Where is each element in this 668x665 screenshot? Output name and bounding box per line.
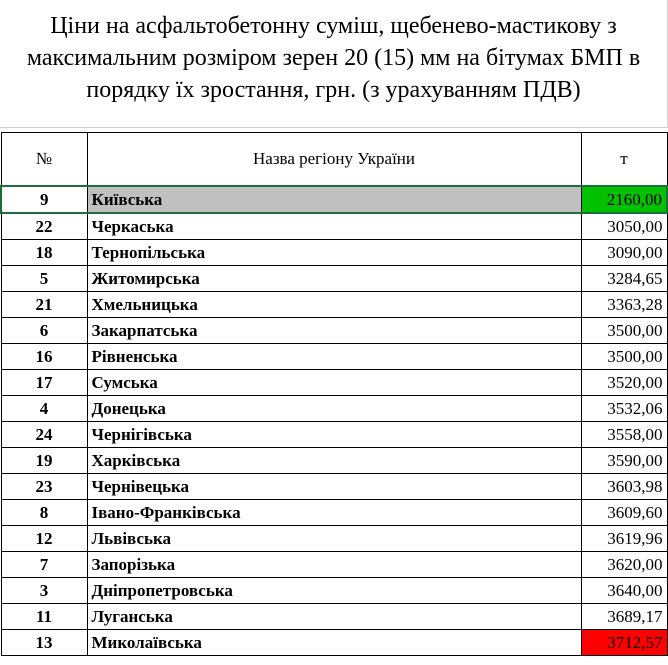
cell-num[interactable]: 8 <box>1 500 87 526</box>
cell-price[interactable]: 3619,96 <box>581 526 667 552</box>
header-num[interactable]: № <box>1 133 87 187</box>
cell-num[interactable]: 4 <box>1 396 87 422</box>
table-row <box>1 370 667 396</box>
table-row <box>1 604 667 630</box>
header-unit[interactable]: т <box>581 133 667 187</box>
cell-region[interactable]: Житомирська <box>87 266 581 292</box>
cell-num[interactable]: 24 <box>1 422 87 448</box>
table-row <box>1 552 667 578</box>
cell-num[interactable]: 23 <box>1 474 87 500</box>
cell-region[interactable]: Миколаївська <box>87 630 581 656</box>
cell-num[interactable]: 19 <box>1 448 87 474</box>
table-row <box>1 266 667 292</box>
cell-region[interactable]: Чернігівська <box>87 422 581 448</box>
cell-price[interactable]: 3532,06 <box>581 396 667 422</box>
table-title <box>0 0 668 128</box>
table-row <box>1 448 667 474</box>
cell-price[interactable]: 3689,17 <box>581 604 667 630</box>
cell-region[interactable]: Донецька <box>87 396 581 422</box>
cell-num[interactable]: 7 <box>1 552 87 578</box>
cell-price[interactable]: 3609,60 <box>581 500 667 526</box>
cell-num[interactable]: 22 <box>1 213 87 240</box>
table-row <box>1 474 667 500</box>
cell-region[interactable]: Дніпропетровська <box>87 578 581 604</box>
cell-region[interactable]: Львівська <box>87 526 581 552</box>
cell-price[interactable]: 3640,00 <box>581 578 667 604</box>
title-line-1: Ціни на асфальтобетонну суміш, щебенево-мастикову з <box>50 13 617 39</box>
header-row <box>1 133 667 187</box>
cell-region[interactable]: Закарпатська <box>87 318 581 344</box>
table-row <box>1 630 667 656</box>
cell-num[interactable]: 9 <box>1 186 87 213</box>
cell-num[interactable]: 18 <box>1 240 87 266</box>
cell-price[interactable]: 3050,00 <box>581 213 667 240</box>
table-row <box>1 526 667 552</box>
cell-num[interactable]: 3 <box>1 578 87 604</box>
table-row <box>1 186 667 213</box>
table-row <box>1 318 667 344</box>
cell-num[interactable]: 6 <box>1 318 87 344</box>
cell-price[interactable]: 3590,00 <box>581 448 667 474</box>
cell-region[interactable]: Харківська <box>87 448 581 474</box>
cell-price[interactable]: 3712,57 <box>581 630 667 656</box>
cell-price[interactable]: 3500,00 <box>581 344 667 370</box>
cell-price[interactable]: 2160,00 <box>581 186 667 213</box>
cell-num[interactable]: 21 <box>1 292 87 318</box>
cell-region[interactable]: Київська <box>87 186 581 213</box>
cell-region[interactable]: Чернівецька <box>87 474 581 500</box>
cell-num[interactable]: 11 <box>1 604 87 630</box>
cell-region[interactable]: Запорізька <box>87 552 581 578</box>
cell-price[interactable]: 3620,00 <box>581 552 667 578</box>
cell-num[interactable]: 12 <box>1 526 87 552</box>
cell-price[interactable]: 3520,00 <box>581 370 667 396</box>
table-row <box>1 344 667 370</box>
cell-num[interactable]: 13 <box>1 630 87 656</box>
cell-region[interactable]: Рівненська <box>87 344 581 370</box>
price-table <box>0 132 668 656</box>
cell-price[interactable]: 3363,28 <box>581 292 667 318</box>
cell-price[interactable]: 3603,98 <box>581 474 667 500</box>
cell-region[interactable]: Черкаська <box>87 213 581 240</box>
cell-price[interactable]: 3500,00 <box>581 318 667 344</box>
cell-num[interactable]: 5 <box>1 266 87 292</box>
cell-num[interactable]: 17 <box>1 370 87 396</box>
title-line-2: максимальним розміром зерен 20 (15) мм на бітумах БМП в <box>26 45 641 71</box>
table-row <box>1 240 667 266</box>
table-row <box>1 292 667 318</box>
table-row <box>1 578 667 604</box>
cell-region[interactable]: Сумська <box>87 370 581 396</box>
cell-region[interactable]: Луганська <box>87 604 581 630</box>
cell-price[interactable]: 3284,65 <box>581 266 667 292</box>
title-line-3: порядку їх зростання, грн. (з урахуванням ПДВ) <box>86 77 581 103</box>
table-row <box>1 422 667 448</box>
cell-region[interactable]: Івано-Франківська <box>87 500 581 526</box>
cell-price[interactable]: 3090,00 <box>581 240 667 266</box>
cell-price[interactable]: 3558,00 <box>581 422 667 448</box>
table-row <box>1 500 667 526</box>
table-body <box>1 186 667 656</box>
cell-region[interactable]: Хмельницька <box>87 292 581 318</box>
header-region[interactable]: Назва регіону України <box>87 133 581 187</box>
table-row <box>1 213 667 240</box>
cell-num[interactable]: 16 <box>1 344 87 370</box>
table-row <box>1 396 667 422</box>
cell-region[interactable]: Тернопільська <box>87 240 581 266</box>
